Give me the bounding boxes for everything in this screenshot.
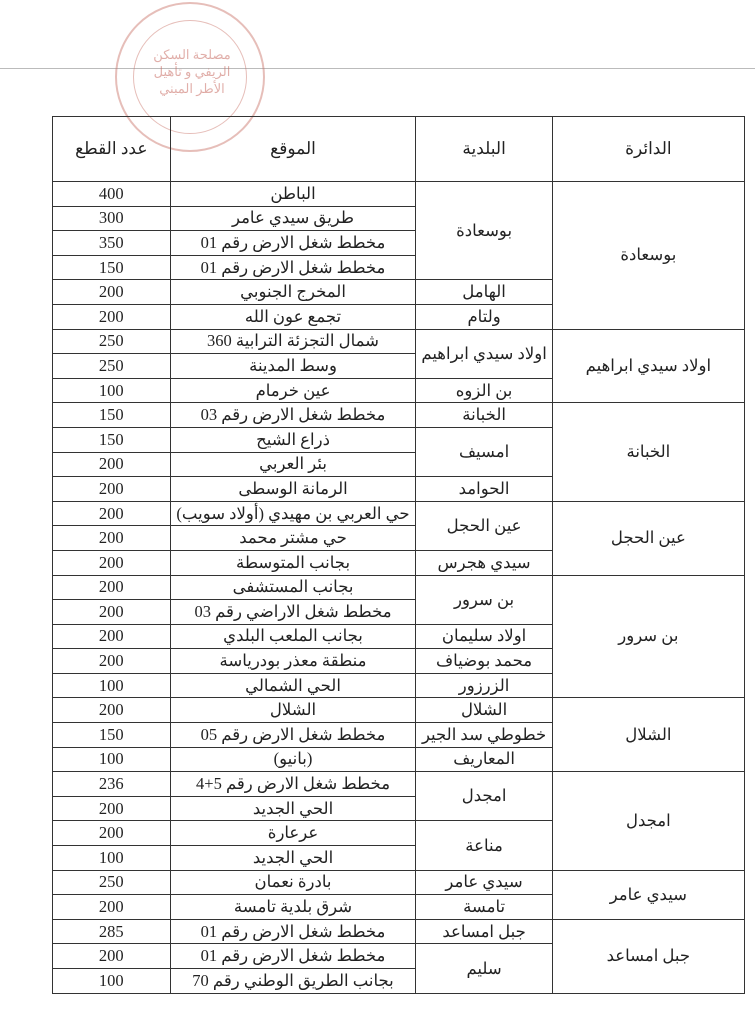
site-cell: طريق سيدي عامر (170, 206, 416, 231)
site-cell: ذراع الشيح (170, 427, 416, 452)
daira-cell: سيدي عامر (552, 870, 744, 919)
site-cell: مخطط شغل الارض رقم 03 (170, 403, 416, 428)
count-cell: 200 (53, 477, 171, 502)
daira-cell: بوسعادة (552, 182, 744, 330)
commune-cell: ولتام (416, 304, 552, 329)
commune-cell: امسيف (416, 427, 552, 476)
count-cell: 200 (53, 452, 171, 477)
daira-cell: الشلال (552, 698, 744, 772)
count-cell: 150 (53, 403, 171, 428)
site-cell: مخطط شغل الارض رقم 01 (170, 255, 416, 280)
count-cell: 250 (53, 329, 171, 354)
commune-cell: محمد بوضياف (416, 649, 552, 674)
commune-cell: سيدي عامر (416, 870, 552, 895)
count-cell: 100 (53, 969, 171, 994)
table-header-row (53, 117, 745, 182)
site-cell: مخطط شغل الارض رقم 05 (170, 723, 416, 748)
site-cell: بادرة نعمان (170, 870, 416, 895)
count-cell: 100 (53, 846, 171, 871)
site-cell: شمال التجزئة الترابية 360 (170, 329, 416, 354)
daira-cell: جبل امساعد (552, 919, 744, 993)
count-cell: 150 (53, 723, 171, 748)
count-cell: 200 (53, 304, 171, 329)
count-cell: 236 (53, 772, 171, 797)
site-cell: مخطط شغل الاراضي رقم 03 (170, 600, 416, 625)
site-cell: بجانب الملعب البلدي (170, 624, 416, 649)
commune-cell: المعاريف (416, 747, 552, 772)
site-cell: عين خرمام (170, 378, 416, 403)
daira-cell: الخبانة (552, 403, 744, 501)
site-cell: (بانيو) (170, 747, 416, 772)
commune-cell: مناعة (416, 821, 552, 870)
table-row (53, 403, 745, 428)
site-cell: الحي الجديد (170, 846, 416, 871)
daira-cell: عين الحجل (552, 501, 744, 575)
count-cell: 100 (53, 747, 171, 772)
site-cell: مخطط شغل الارض رقم 5+4 (170, 772, 416, 797)
count-cell: 400 (53, 182, 171, 207)
table-row (53, 698, 745, 723)
commune-cell: سيدي هجرس (416, 550, 552, 575)
daira-cell: امجدل (552, 772, 744, 870)
commune-cell: امجدل (416, 772, 552, 821)
stamp-text: مصلحة السكن الريفي و تأهيل الأطر المبني (153, 47, 231, 96)
site-cell: مخطط شغل الارض رقم 01 (170, 944, 416, 969)
count-cell: 200 (53, 624, 171, 649)
header-commune: البلدية (416, 117, 552, 182)
count-cell: 350 (53, 231, 171, 256)
site-cell: تجمع عون الله (170, 304, 416, 329)
count-cell: 100 (53, 673, 171, 698)
count-cell: 200 (53, 944, 171, 969)
count-cell: 200 (53, 501, 171, 526)
commune-cell: اولاد سليمان (416, 624, 552, 649)
count-cell: 200 (53, 649, 171, 674)
table-row (53, 575, 745, 600)
table-row (53, 501, 745, 526)
count-cell: 200 (53, 280, 171, 305)
commune-cell: اولاد سيدي ابراهيم (416, 329, 552, 378)
commune-cell: بن الزوه (416, 378, 552, 403)
commune-cell: بوسعادة (416, 182, 552, 280)
site-cell: الرمانة الوسطى (170, 477, 416, 502)
site-cell: حي العربي بن مهيدي (أولاد سويب) (170, 501, 416, 526)
commune-cell: تامسة (416, 895, 552, 920)
count-cell: 100 (53, 378, 171, 403)
site-cell: شرق بلدية تامسة (170, 895, 416, 920)
site-cell: حي مشتر محمد (170, 526, 416, 551)
commune-cell: عين الحجل (416, 501, 552, 550)
commune-cell: الهامل (416, 280, 552, 305)
commune-cell: الحوامد (416, 477, 552, 502)
table-row (53, 182, 745, 207)
header-site: الموقع (170, 117, 416, 182)
count-cell: 200 (53, 575, 171, 600)
count-cell: 200 (53, 550, 171, 575)
site-cell: الحي الشمالي (170, 673, 416, 698)
daira-cell: بن سرور (552, 575, 744, 698)
table-row (53, 870, 745, 895)
table-row (53, 772, 745, 797)
count-cell: 200 (53, 698, 171, 723)
commune-cell: خطوطي سد الجير (416, 723, 552, 748)
page-top-rule (0, 68, 755, 69)
site-cell: عرعارة (170, 821, 416, 846)
commune-cell: بن سرور (416, 575, 552, 624)
count-cell: 200 (53, 600, 171, 625)
site-cell: مخطط شغل الارض رقم 01 (170, 231, 416, 256)
count-cell: 200 (53, 895, 171, 920)
commune-cell: سليم (416, 944, 552, 993)
plots-table (52, 116, 745, 994)
commune-cell: جبل امساعد (416, 919, 552, 944)
header-daira: الدائرة (552, 117, 744, 182)
count-cell: 200 (53, 821, 171, 846)
site-cell: بجانب المستشفى (170, 575, 416, 600)
commune-cell: الشلال (416, 698, 552, 723)
table-row (53, 919, 745, 944)
count-cell: 300 (53, 206, 171, 231)
site-cell: المخرج الجنوبي (170, 280, 416, 305)
commune-cell: الخبانة (416, 403, 552, 428)
site-cell: الشلال (170, 698, 416, 723)
table-body (53, 182, 745, 994)
site-cell: مخطط شغل الارض رقم 01 (170, 919, 416, 944)
count-cell: 250 (53, 870, 171, 895)
count-cell: 200 (53, 526, 171, 551)
site-cell: منطقة معذر بودرياسة (170, 649, 416, 674)
header-count: عدد القطع (53, 117, 171, 182)
count-cell: 250 (53, 354, 171, 379)
count-cell: 150 (53, 255, 171, 280)
count-cell: 150 (53, 427, 171, 452)
site-cell: بئر العربي (170, 452, 416, 477)
site-cell: بجانب الطريق الوطني رقم 70 (170, 969, 416, 994)
commune-cell: الزرزور (416, 673, 552, 698)
daira-cell: اولاد سيدي ابراهيم (552, 329, 744, 403)
count-cell: 200 (53, 796, 171, 821)
site-cell: وسط المدينة (170, 354, 416, 379)
site-cell: بجانب المتوسطة (170, 550, 416, 575)
count-cell: 285 (53, 919, 171, 944)
table-row (53, 329, 745, 354)
site-cell: الباطن (170, 182, 416, 207)
site-cell: الحي الجديد (170, 796, 416, 821)
